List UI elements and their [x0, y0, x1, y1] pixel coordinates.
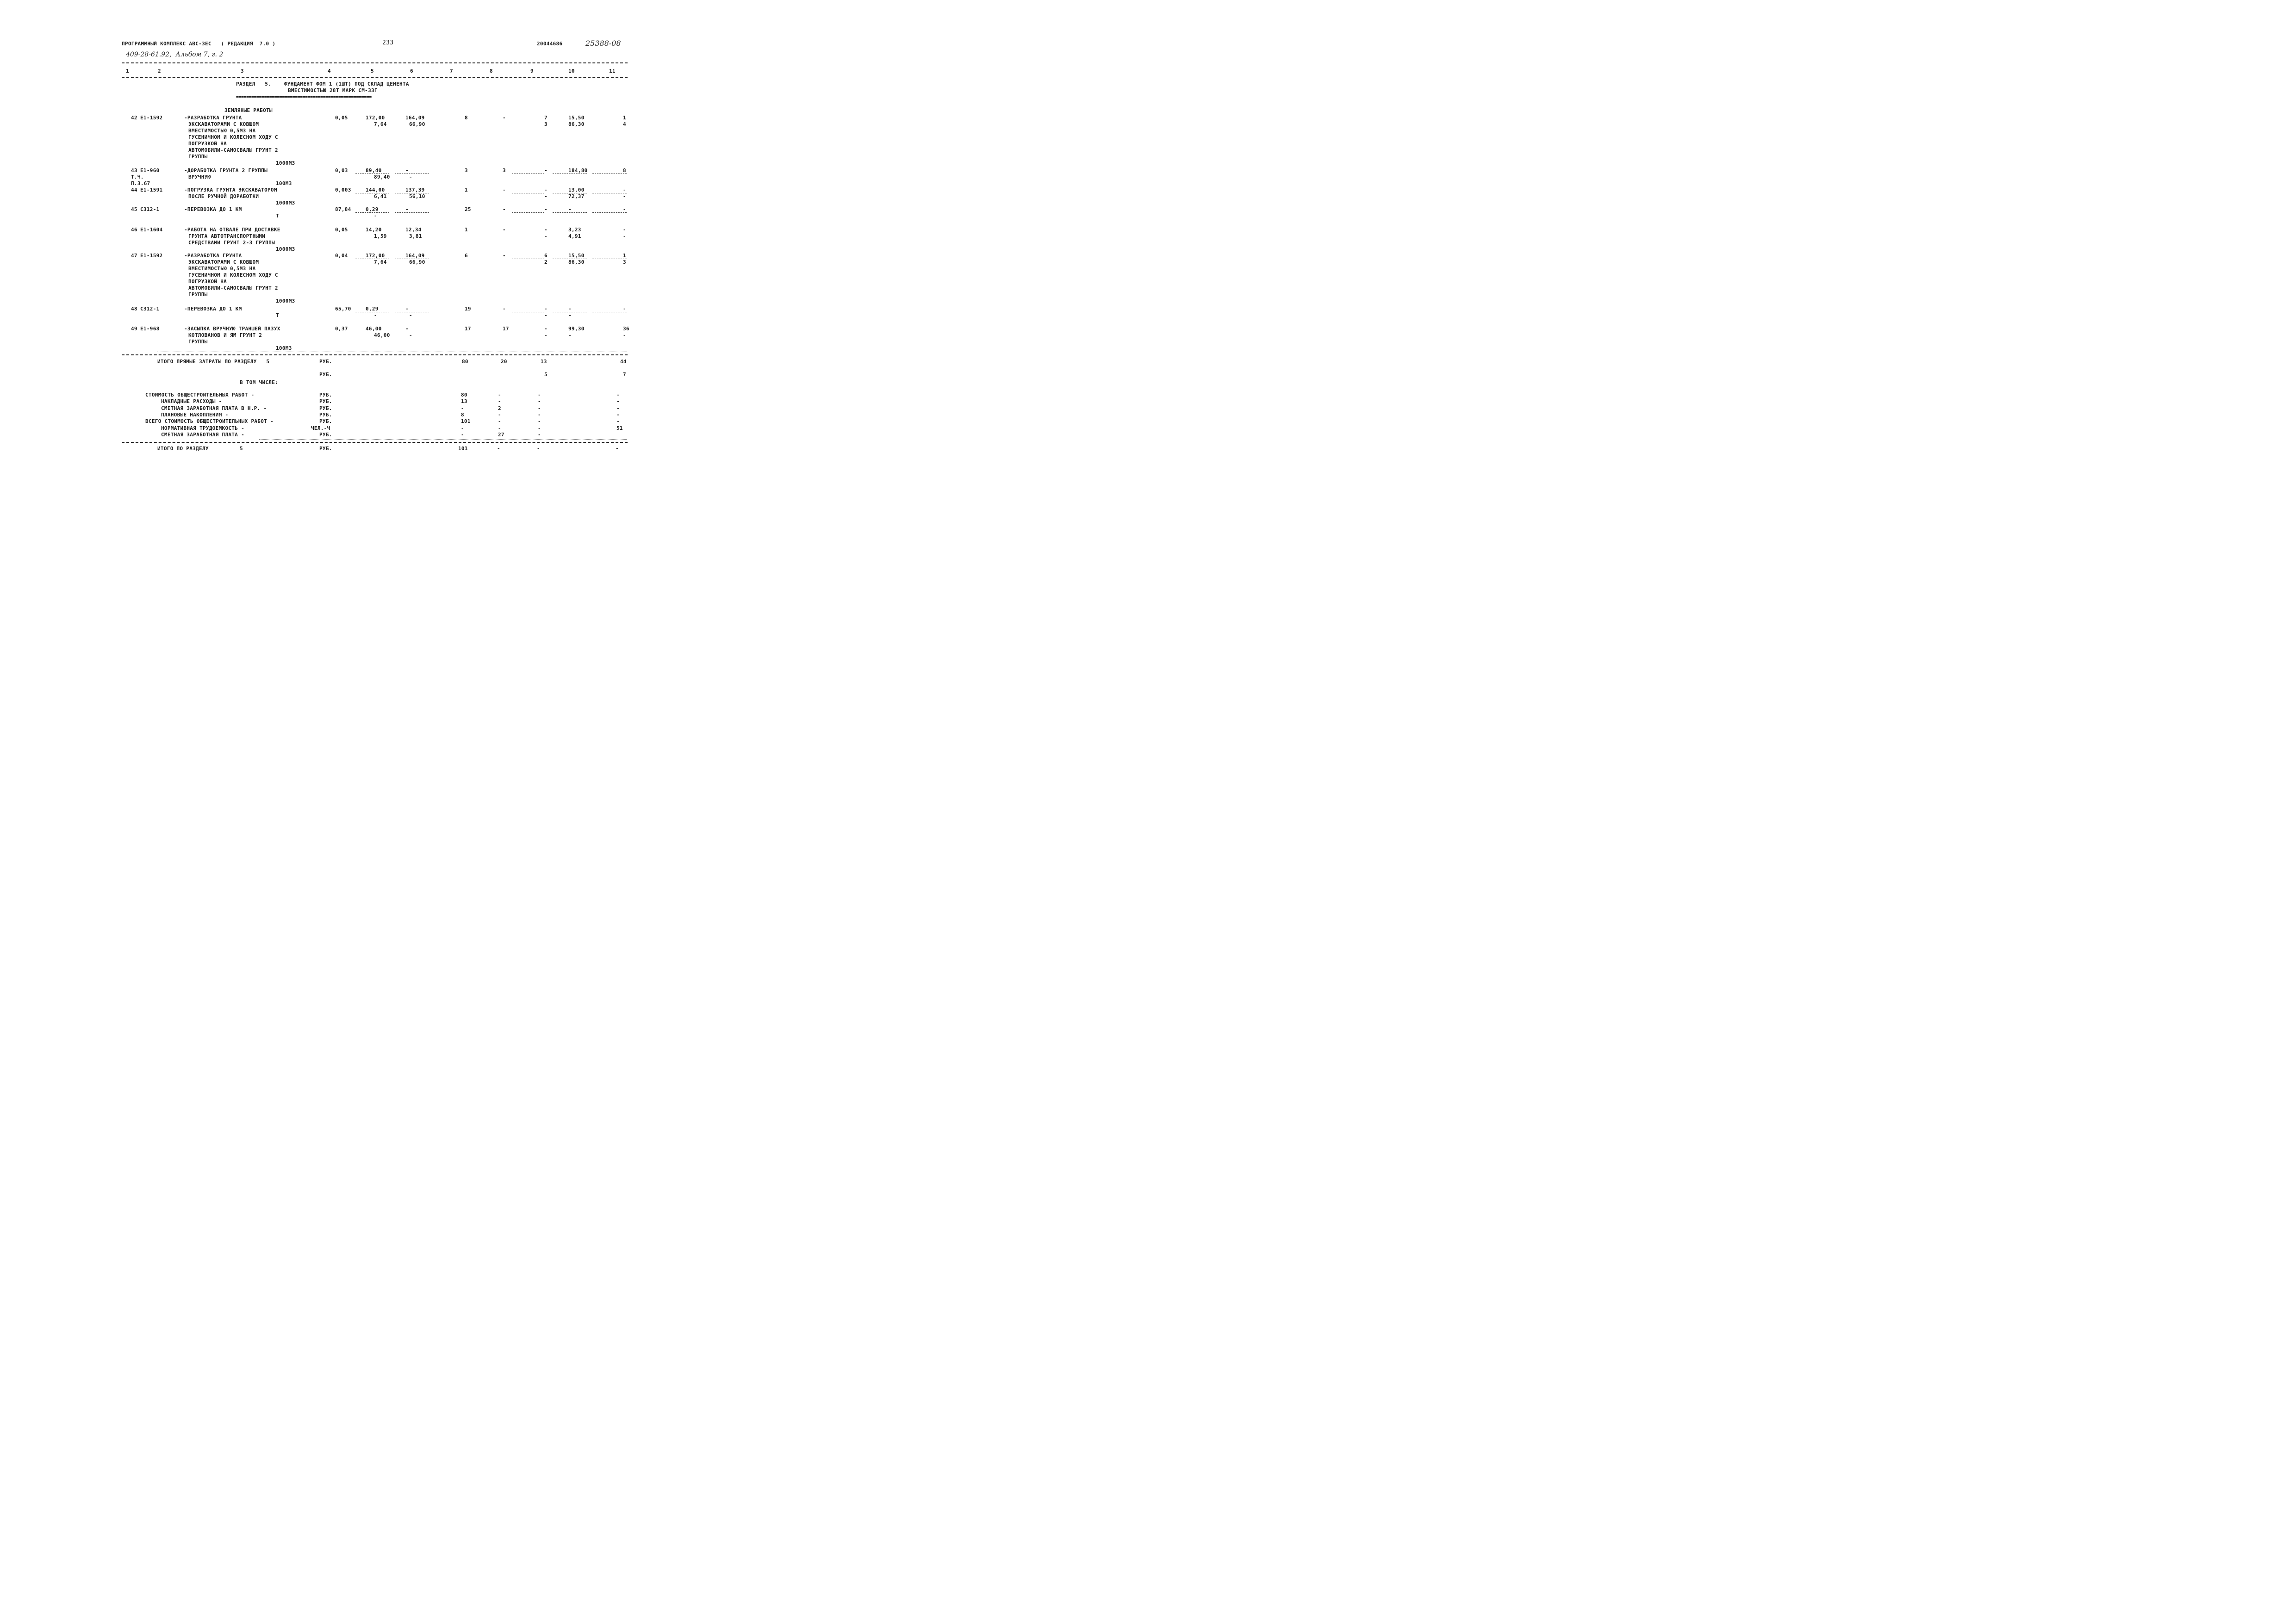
row-col6-price: - [405, 326, 409, 332]
row-col10-b: 72,37 [568, 193, 585, 199]
row-col6-price: - [405, 167, 409, 174]
row-unit: 1000М3 [276, 200, 295, 206]
row-quantity: 0,05 [335, 115, 348, 121]
row-col10: 13,00 [568, 187, 585, 193]
row-col9: 7 [544, 115, 548, 121]
row-code: Е1-960 [140, 167, 160, 174]
row-description-line: ЭКСКАВАТОРАМИ С КОВШОМ [188, 259, 259, 265]
subsection-title: ЗЕМЛЯНЫЕ РАБОТЫ [224, 107, 273, 113]
row-col5-price: 172,00 [366, 115, 385, 121]
column-number: 6 [410, 68, 413, 74]
direct-costs-label: ИТОГО ПРЯМЫЕ ЗАТРАТЫ ПО РАЗДЕЛУ 5 [157, 359, 270, 365]
row-col11-b: 4 [623, 121, 626, 127]
breakdown-col7: 8 [461, 411, 464, 418]
row-col7-total: 25 [465, 206, 471, 212]
row-number: 42 [131, 115, 137, 121]
breakdown-col11: - [616, 405, 620, 411]
row-col6-price: 164,09 [405, 115, 425, 121]
handwritten-number: 25388-08 [585, 39, 621, 48]
direct-costs-unit2: РУБ. [319, 372, 332, 378]
column-number: 9 [530, 68, 534, 74]
column-number: 5 [371, 68, 374, 74]
direct-costs-col11b: 7 [623, 372, 626, 378]
row-col10: - [568, 206, 572, 212]
row-col5-price: 89,40 [366, 167, 382, 174]
row-description-line: ВМЕСТИМОСТЬЮ 0,5М3 НА [188, 128, 256, 134]
row-col6-price: - [405, 306, 409, 312]
row-code: Е1-1591 [140, 187, 163, 193]
breakdown-col11: - [616, 418, 620, 425]
breakdown-col8: 2 [498, 405, 501, 411]
row-col5-wage: - [374, 213, 377, 219]
row-col6-price: 12,34 [405, 227, 422, 233]
row-col10: 184,80 [568, 167, 588, 174]
section-total-label: ИТОГО ПО РАЗДЕЛУ [157, 446, 209, 452]
row-col10-b: - [568, 312, 572, 318]
row-code: С312-1 [140, 306, 160, 312]
row-col11-b: 3 [623, 259, 626, 265]
row-description-line: СРЕДСТВАМИ ГРУНТ 2-3 ГРУППЫ [188, 240, 275, 246]
row-col9: - [544, 326, 548, 332]
section-title-line2: ВМЕСТИМОСТЬЮ 28Т МАРК СМ-33Г [288, 87, 378, 93]
section-total-col11: - [616, 446, 619, 452]
row-description-line: ГРУППЫ [188, 154, 208, 160]
row-description-line: АВТОМОБИЛИ-САМОСВАЛЫ ГРУНТ 2 [188, 285, 278, 291]
including-label: В ТОМ ЧИСЛЕ: [240, 379, 279, 385]
row-col10: - [568, 306, 572, 312]
breakdown-label: СТОИМОСТЬ ОБЩЕСТРОИТЕЛЬНЫХ РАБОТ - [145, 392, 255, 398]
row-col9-b: - [544, 233, 548, 239]
row-col6-wage: 56,10 [409, 193, 425, 199]
row-col11-b: - [623, 332, 626, 338]
row-col11: - [623, 306, 626, 312]
row-subrule [395, 212, 429, 213]
breakdown-col7: - [461, 425, 464, 431]
row-number: 49 [131, 326, 137, 332]
row-col9: 6 [544, 253, 548, 259]
breakdown-col9: - [538, 418, 541, 425]
row-number: 48 [131, 306, 137, 312]
row-col5-wage: 46,00 [374, 332, 390, 338]
row-col5-wage: 6,41 [374, 193, 387, 199]
row-code: Е1-1592 [140, 253, 163, 259]
estimate-sheet [0, 0, 726, 510]
breakdown-end-dots [259, 439, 627, 440]
row-number: 44 [131, 187, 137, 193]
row-col5-wage: 7,64 [374, 121, 387, 127]
row-col9-b: 2 [544, 259, 548, 265]
column-number: 1 [126, 68, 129, 74]
row-col5-wage: 7,64 [374, 259, 387, 265]
row-col9: - [544, 306, 548, 312]
direct-costs-col11: 44 [620, 359, 627, 365]
row-col10-b: 86,30 [568, 259, 585, 265]
row-code-extra: П.3.67 [131, 180, 150, 186]
breakdown-col7: - [461, 405, 464, 411]
breakdown-col11: - [616, 392, 620, 398]
row-col9-b: - [544, 193, 548, 199]
row-unit: 100М3 [276, 345, 292, 351]
row-code: Е1-1592 [140, 115, 163, 121]
row-col5-price: 172,00 [366, 253, 385, 259]
row-code-extra: Т.Ч. [131, 174, 144, 180]
row-col9: - [544, 227, 548, 233]
row-col10: 15,50 [568, 253, 585, 259]
row-col6-price: 137,39 [405, 187, 425, 193]
row-col7-total: 1 [465, 187, 468, 193]
row-description-line: ГРУНТА АВТОТРАНСПОРТНЫМИ [188, 233, 266, 239]
row-subrule [512, 212, 544, 213]
row-number: 46 [131, 227, 137, 233]
row-description-line: ЭКСКАВАТОРАМИ С КОВШОМ [188, 121, 259, 127]
row-col5-price: 46,00 [366, 326, 382, 332]
section-total-col9: - [537, 446, 540, 452]
breakdown-col9: - [538, 392, 541, 398]
row-col9-b: - [544, 312, 548, 318]
breakdown-unit: РУБ. [319, 405, 332, 411]
column-number: 10 [568, 68, 575, 74]
row-subrule [355, 212, 389, 213]
breakdown-unit: РУБ. [319, 431, 332, 438]
breakdown-col9: - [538, 411, 541, 418]
row-description-line: -ПОГРУЗКА ГРУНТА ЭКСКАВАТОРОМ [184, 187, 277, 193]
column-number: 2 [158, 68, 161, 74]
breakdown-col8: - [498, 425, 501, 431]
row-col6-wage: 66,90 [409, 121, 425, 127]
row-col9: - [544, 206, 548, 212]
row-col10-b: 4,91 [568, 233, 581, 239]
row-number: 43 [131, 167, 137, 174]
row-description-line: КОТЛОВАНОВ И ЯМ ГРУНТ 2 [188, 332, 262, 338]
row-col8: 3 [503, 167, 506, 174]
row-col10: 15,50 [568, 115, 585, 121]
row-col9-b: 3 [544, 121, 548, 127]
row-description-line: АВТОМОБИЛИ-САМОСВАЛЫ ГРУНТ 2 [188, 147, 278, 153]
breakdown-col11: 51 [616, 425, 623, 431]
breakdown-col7: - [461, 431, 464, 438]
row-description-line: -ПЕРЕВОЗКА ДО 1 КМ [184, 306, 242, 312]
row-description-line: -РАЗРАБОТКА ГРУНТА [184, 253, 242, 259]
row-col11-b: - [623, 233, 626, 239]
row-col9: - [544, 167, 548, 174]
row-col8: - [503, 253, 506, 259]
column-number: 3 [241, 68, 244, 74]
row-col6-wage: - [409, 332, 412, 338]
breakdown-col9: - [538, 405, 541, 411]
row-quantity: 0,003 [335, 187, 351, 193]
breakdown-unit: РУБ. [319, 418, 332, 425]
row-col5-wage: - [374, 312, 377, 318]
row-code: С312-1 [140, 206, 160, 212]
row-description-line: -РАЗРАБОТКА ГРУНТА [184, 115, 242, 121]
row-col7-total: 3 [465, 167, 468, 174]
header-rule-top [122, 62, 628, 63]
row-col5-price: 144,00 [366, 187, 385, 193]
row-col11: - [623, 227, 626, 233]
row-col7-total: 1 [465, 227, 468, 233]
breakdown-col8: - [498, 418, 501, 425]
breakdown-label: СМЕТНАЯ ЗАРАБОТНАЯ ПЛАТА - [161, 431, 244, 438]
row-col7-total: 19 [465, 306, 471, 312]
row-col6-wage: 66,90 [409, 259, 425, 265]
column-number: 4 [328, 68, 331, 74]
row-code: Е1-968 [140, 326, 160, 332]
breakdown-label: ВСЕГО СТОИМОСТЬ ОБЩЕСТРОИТЕЛЬНЫХ РАБОТ - [145, 418, 274, 425]
row-col11: 36 [623, 326, 629, 332]
row-col5-price: 0,29 [366, 306, 379, 312]
breakdown-label: ПЛАНОВЫЕ НАКОПЛЕНИЯ - [161, 411, 229, 418]
row-col11: - [623, 206, 626, 212]
row-col9-b: - [544, 332, 548, 338]
row-description-line: ГУСЕНИЧНОМ И КОЛЕСНОМ ХОДУ С [188, 272, 278, 278]
row-col10-b: 86,30 [568, 121, 585, 127]
row-unit: 100М3 [276, 180, 292, 186]
row-col11: 1 [623, 115, 626, 121]
breakdown-col7: 13 [461, 398, 467, 405]
row-subrule [592, 212, 627, 213]
row-col7-total: 17 [465, 326, 471, 332]
section-total-col7: 101 [458, 446, 468, 452]
row-col5-price: 0,29 [366, 206, 379, 212]
row-col11: 1 [623, 253, 626, 259]
breakdown-unit: ЧЕЛ.-Ч [311, 425, 330, 431]
row-col11: 8 [623, 167, 626, 174]
direct-costs-unit: РУБ. [319, 359, 332, 365]
row-unit: 1000М3 [276, 246, 295, 252]
section-total-col8: - [497, 446, 500, 452]
section-total-num: 5 [240, 446, 243, 452]
row-col5-price: 14,20 [366, 227, 382, 233]
row-col5-wage: 1,59 [374, 233, 387, 239]
breakdown-col9: - [538, 425, 541, 431]
column-number: 8 [490, 68, 493, 74]
breakdown-col9: - [538, 431, 541, 438]
row-number: 45 [131, 206, 137, 212]
row-col7-total: 6 [465, 253, 468, 259]
row-col6-price: 164,09 [405, 253, 425, 259]
header-rule-bottom [122, 77, 628, 78]
row-col8: - [503, 306, 506, 312]
program-title: ПРОГРАММНЫЙ КОМПЛЕКС АВС-3ЕС ( РЕДАКЦИЯ 7.0 ) [122, 41, 276, 47]
breakdown-col9: - [538, 398, 541, 405]
direct-costs-col7: 80 [462, 359, 468, 365]
row-description-line: ГУСЕНИЧНОМ И КОЛЕСНОМ ХОДУ С [188, 134, 278, 140]
handwritten-album: 409-28-61.92, Альбом 7, г. 2 [126, 51, 224, 58]
breakdown-col11: - [616, 411, 620, 418]
breakdown-col8: 27 [498, 431, 504, 438]
row-quantity: 0,04 [335, 253, 348, 259]
row-description-line: -РАБОТА НА ОТВАЛЕ ПРИ ДОСТАВКЕ [184, 227, 280, 233]
row-description-line: ПОСЛЕ РУЧНОЙ ДОРАБОТКИ [188, 193, 259, 199]
row-col6-wage: - [409, 174, 412, 180]
row-col8: - [503, 227, 506, 233]
row-description-line: ГРУППЫ [188, 291, 208, 298]
page-number: 233 [382, 39, 394, 46]
breakdown-col11: - [616, 398, 620, 405]
row-quantity: 0,03 [335, 167, 348, 174]
direct-costs-col9: 13 [541, 359, 547, 365]
row-col5-wage: 89,40 [374, 174, 390, 180]
totals-rule [122, 354, 628, 355]
row-quantity: 87,84 [335, 206, 351, 212]
breakdown-col7: 101 [461, 418, 471, 425]
row-description-line: ВМЕСТИМОСТЬЮ 0,5М3 НА [188, 266, 256, 272]
row-number: 47 [131, 253, 137, 259]
row-subrule [553, 212, 587, 213]
row-col6-wage: 3,81 [409, 233, 422, 239]
row-code: Е1-1604 [140, 227, 163, 233]
row-description-line: ВРУЧНУЮ [188, 174, 211, 180]
breakdown-label: НАКЛАДНЫЕ РАСХОДЫ - [161, 398, 222, 405]
breakdown-label: НОРМАТИВНАЯ ТРУДОЕМКОСТЬ - [161, 425, 244, 431]
row-description-line: -ДОРАБОТКА ГРУНТА 2 ГРУППЫ [184, 167, 268, 174]
row-description-line: ГРУППЫ [188, 339, 208, 345]
breakdown-col8: - [498, 411, 501, 418]
row-quantity: 0,05 [335, 227, 348, 233]
row-description-line: ПОГРУЗКОЙ НА [188, 141, 227, 147]
row-quantity: 0,37 [335, 326, 348, 332]
breakdown-unit: РУБ. [319, 411, 332, 418]
breakdown-unit: РУБ. [319, 398, 332, 405]
row-col10: 99,30 [568, 326, 585, 332]
row-col11-b: - [623, 193, 626, 199]
section-underline: ===================================================== [236, 95, 372, 100]
row-col8: - [503, 206, 506, 212]
column-number: 11 [609, 68, 616, 74]
row-quantity: 65,70 [335, 306, 351, 312]
row-unit: Т [276, 312, 279, 318]
section-total-unit: РУБ. [319, 446, 332, 452]
column-number: 7 [450, 68, 453, 74]
row-description-line: -ЗАСЫПКА ВРУЧНУЮ ТРАНШЕЙ ПАЗУХ [184, 326, 280, 332]
row-col7-total: 8 [465, 115, 468, 121]
row-col6-wage: - [409, 312, 412, 318]
breakdown-col8: - [498, 398, 501, 405]
row-col11: - [623, 187, 626, 193]
breakdown-col7: 80 [461, 392, 467, 398]
row-col8: - [503, 115, 506, 121]
row-col8: - [503, 187, 506, 193]
row-col10-b: - [568, 332, 572, 338]
breakdown-col8: - [498, 392, 501, 398]
section-title-line1: РАЗДЕЛ 5. ФУНДАМЕНТ ФОМ 1 (1ШТ) ПОД СКЛАД ЦЕМЕНТА [236, 81, 409, 87]
row-description-line: -ПЕРЕВОЗКА ДО 1 КМ [184, 206, 242, 212]
breakdown-label: СМЕТНАЯ ЗАРАБОТНАЯ ПЛАТА В Н.Р. - [161, 405, 267, 411]
row-col10: 3,23 [568, 227, 581, 233]
document-code: 20044686 [537, 41, 563, 47]
row-unit: 1000М3 [276, 160, 295, 166]
row-unit: 1000М3 [276, 298, 295, 304]
direct-costs-col8: 20 [501, 359, 507, 365]
section-total-rule [122, 442, 628, 443]
row-unit: Т [276, 213, 279, 219]
direct-costs-col9b: 5 [544, 372, 548, 378]
row-col9: - [544, 187, 548, 193]
breakdown-unit: РУБ. [319, 392, 332, 398]
row-col6-price: - [405, 206, 409, 212]
row-description-line: ПОГРУЗКОЙ НА [188, 279, 227, 285]
row-col8: 17 [503, 326, 509, 332]
